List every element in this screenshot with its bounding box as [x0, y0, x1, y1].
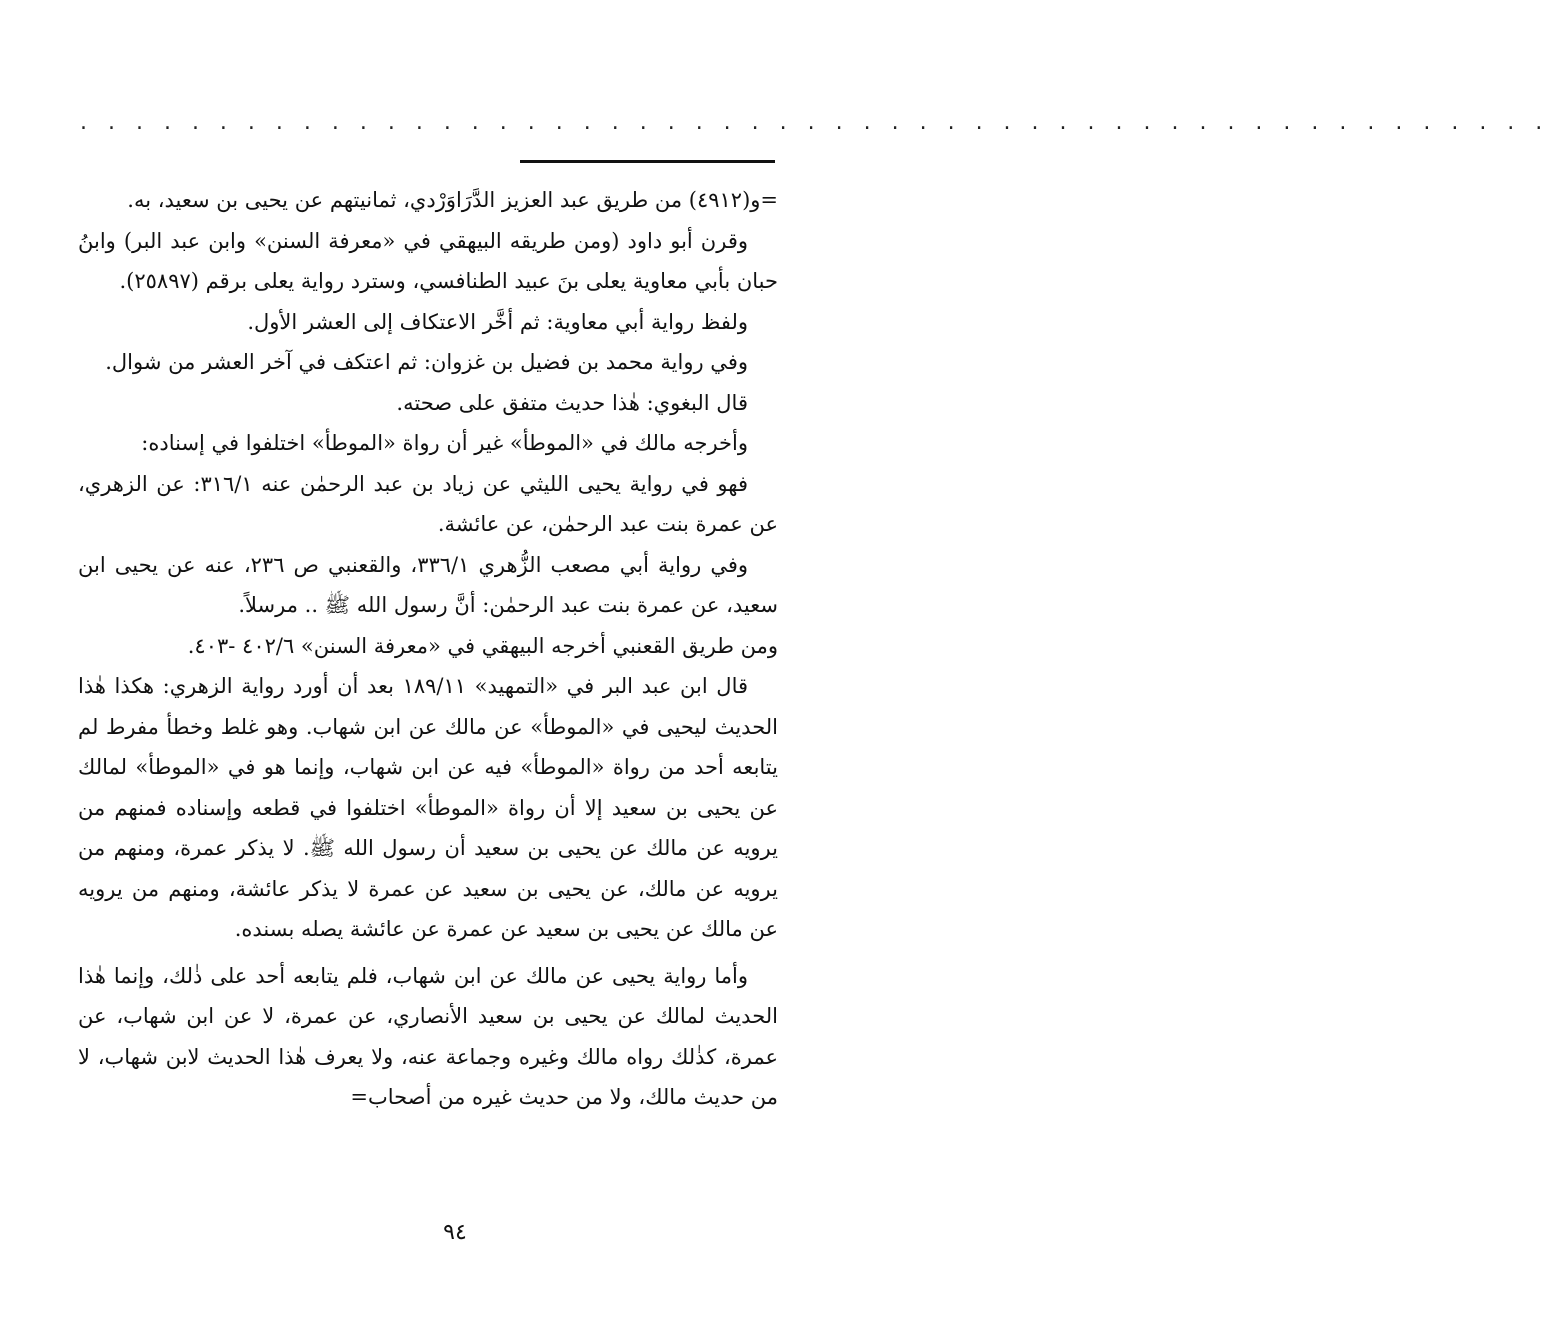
- footnote-text: [78, 180, 778, 1118]
- paragraph-ibn-abd-al-barr: قال ابن عبد البر في «التمهيد» ١٨٩/١١ بعد أن أورد رواية الزهري: هكذا هٰذا الحديث ليحيى في «الموطأ» عن مالك عن ابن شهاب. وهو غلط وخطأ مفرط لم يتابعه أحد من رواة «الموطأ» فيه عن ابن شهاب، وإنما هو في «الموطأ» لمالك عن يحيى بن سعيد إلا أن رواة «الموطأ» اختلفوا في قطعه وإسناده فمنهم من يرويه عن مالك عن يحيى بن سعيد أن رسول الله ﷺ. لا يذكر عمرة، ومنهم من يرويه عن مالك، عن يحيى بن سعيد عن عمرة لا يذكر عائشة، ومنهم من يرويه عن مالك عن يحيى بن سعيد عن عمرة عن عائشة يصله بسنده.: [78, 674, 778, 941]
- paragraph-abu-muawiya: ولفظ رواية أبي معاوية: ثم أخَّر الاعتكاف إلى العشر الأول.: [247, 309, 748, 334]
- paragraph-continuation: =و(٤٩١٢) من طريق عبد العزيز الدَّرَاوَرْدي، ثمانيتهم عن يحيى بن سعيد، به.: [127, 188, 778, 212]
- paragraph-ibn-fudayl: وفي رواية محمد بن فضيل بن غزوان: ثم اعتكف في آخر العشر من شوال.: [105, 350, 748, 374]
- paragraph-abu-musab: وفي رواية أبي مصعب الزُّهري ٣٣٦/١، والقعنبي ص ٢٣٦، عنه عن يحيى ابن سعيد، عن عمرة بنت عبد الرحمٰن: أنَّ رسول الله ﷺ .. مرسلاً.: [78, 552, 778, 617]
- paragraph-yahya-riwaya: وأما رواية يحيى عن مالك عن ابن شهاب، فلم يتابعه أحد على ذٰلك، وإنما هٰذا الحديث لمالك عن يحيى بن سعيد الأنصاري، عن عمرة، لا عن ابن شهاب، عن عمرة، كذٰلك رواه مالك وغيره وجماعة عنه، ولا يعرف هٰذا الحديث لابن شهاب، لا من حديث مالك، ولا من حديث غيره من أصحاب=: [78, 963, 778, 1109]
- paragraph-baghawi: قال البغوي: هٰذا حديث متفق على صحته.: [396, 390, 748, 415]
- page-number: ٩٤: [443, 1220, 467, 1245]
- footnote-rule: [520, 160, 775, 163]
- paragraph-malik: وأخرجه مالك في «الموطأ» غير أن رواة «الموطأ» اختلفوا في إسناده:: [141, 431, 748, 455]
- footnote-dotted-separator: . . . . . . . . . . . . . . . . . . . . . . . . . . . . . . . . . . . . . . . . . . . . . . . . . . . . .: [80, 110, 1549, 135]
- paragraph-abu-dawud: وقرن أبو داود (ومن طريقه البيهقي في «معرفة السنن» وابن عبد البر) وابنُ حبان بأبي معاوية يعلى بنَ عبيد الطنافسي، وسترد رواية يعلى برقم (٢٥٨٩٧).: [78, 228, 778, 293]
- paragraph-qanabi: ومن طريق القعنبي أخرجه البيهقي في «معرفة السنن» ٤٠٢/٦ -٤٠٣.: [187, 633, 778, 658]
- paragraph-yahya-laythi: فهو في رواية يحيى الليثي عن زياد بن عبد الرحمٰن عنه ٣١٦/١: عن الزهري، عن عمرة بنت عبد الرحمٰن، عن عائشة.: [78, 471, 778, 536]
